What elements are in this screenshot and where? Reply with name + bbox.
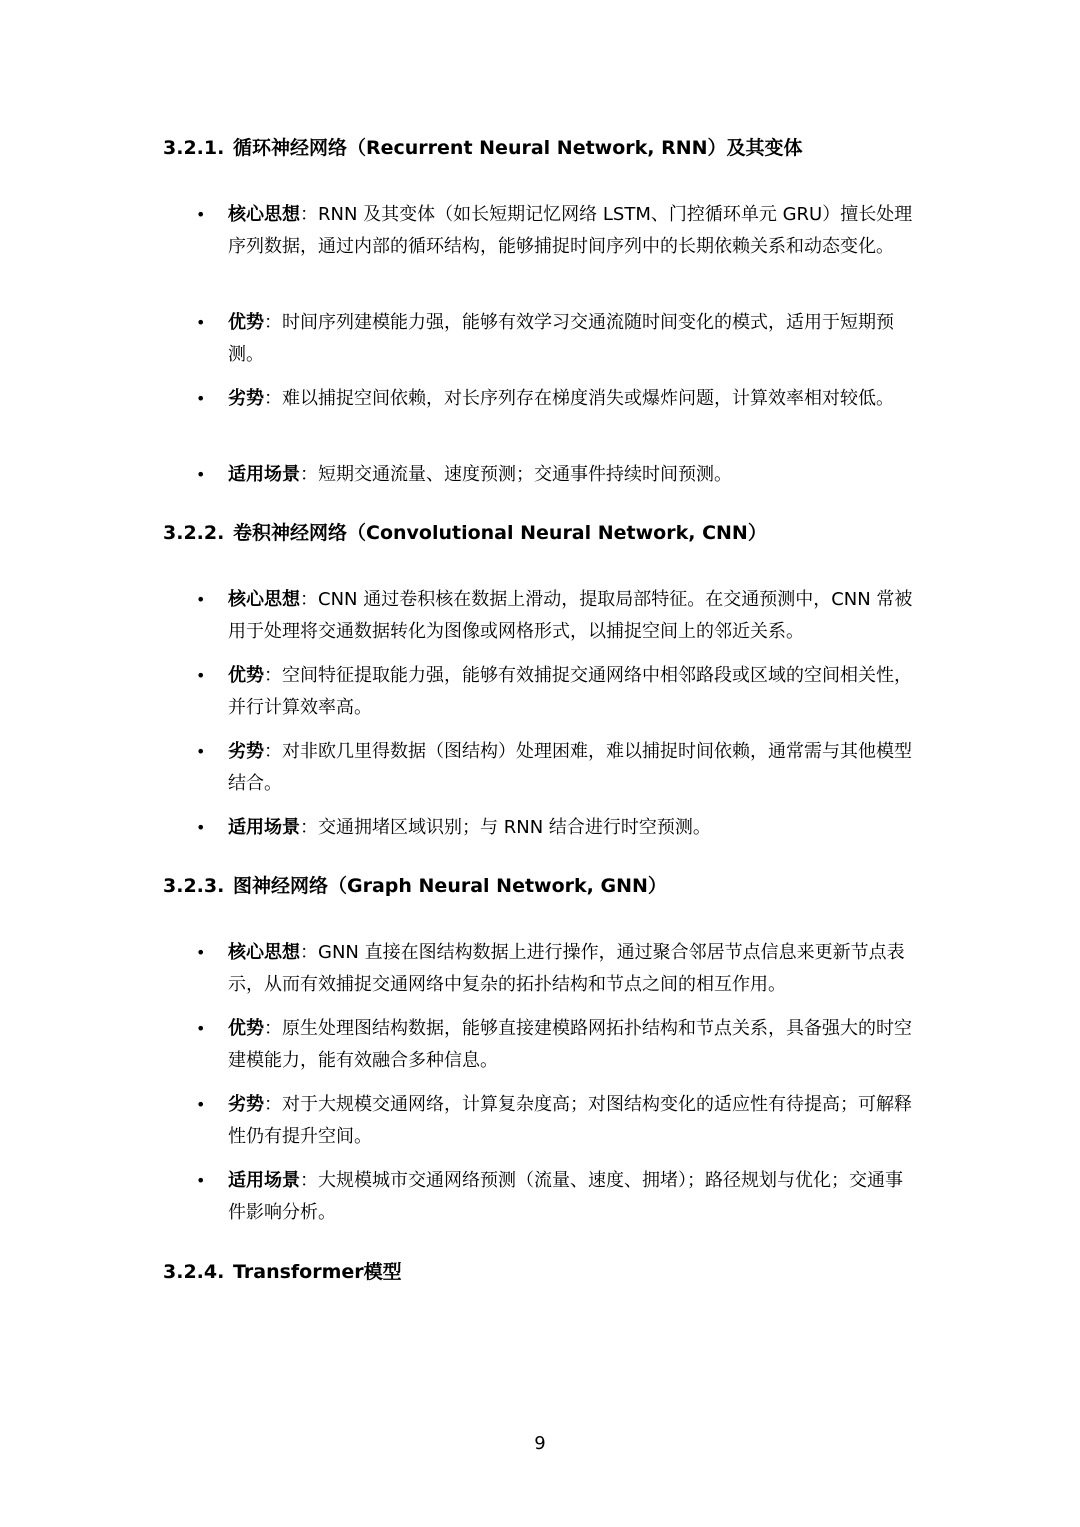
bullet-icon: • — [196, 666, 206, 685]
bullet-icon: • — [196, 205, 206, 224]
bullet-icon: • — [196, 943, 206, 962]
section-number: 3.2.1. — [163, 137, 225, 159]
list-item — [196, 459, 918, 491]
item-term: 核心思想 — [228, 204, 300, 225]
item-text: ：短期交通流量、速度预测；交通事件持续时间预测。 — [300, 464, 732, 485]
section-title: 图神经网络（Graph Neural Network, GNN） — [233, 875, 667, 897]
section-heading-3-2-1 — [163, 135, 803, 161]
list-item — [196, 937, 918, 1001]
bullet-icon: • — [196, 742, 206, 761]
list-item — [196, 307, 918, 371]
item-text: ：对非欧几里得数据（图结构）处理困难，难以捕捉时间依赖，通常需与其他模型结合。 — [228, 741, 912, 794]
item-term: 劣势 — [228, 1094, 264, 1115]
list-item — [196, 1165, 918, 1229]
item-text: ：时间序列建模能力强，能够有效学习交通流随时间变化的模式，适用于短期预测。 — [228, 312, 894, 365]
item-text: ：RNN 及其变体（如长短期记忆网络 LSTM、门控循环单元 GRU）擅长处理序列数据，通过内部的循环结构，能够捕捉时间序列中的长期依赖关系和动态变化。 — [228, 204, 913, 257]
bullet-icon: • — [196, 389, 206, 408]
page-number: 9 — [534, 1433, 546, 1454]
item-term: 核心思想 — [228, 589, 300, 610]
section-title: 卷积神经网络（Convolutional Neural Network, CNN） — [233, 522, 767, 544]
list-item — [196, 1089, 918, 1153]
item-text: ：对于大规模交通网络，计算复杂度高；对图结构变化的适应性有待提高；可解释性仍有提升空间。 — [228, 1094, 912, 1147]
section-heading-3-2-3 — [163, 873, 667, 899]
section-heading-3-2-2 — [163, 520, 767, 546]
item-term: 劣势 — [228, 388, 264, 409]
item-term: 核心思想 — [228, 942, 300, 963]
bullet-icon: • — [196, 1019, 206, 1038]
bullet-icon: • — [196, 465, 206, 484]
item-text: ：大规模城市交通网络预测（流量、速度、拥堵）；路径规划与优化；交通事件影响分析。 — [228, 1170, 903, 1223]
bullet-icon: • — [196, 1171, 206, 1190]
item-text: ：原生处理图结构数据，能够直接建模路网拓扑结构和节点关系，具备强大的时空建模能力，能有效融合多种信息。 — [228, 1018, 912, 1071]
list-item — [196, 1013, 918, 1077]
list-item — [196, 199, 918, 263]
item-term: 劣势 — [228, 741, 264, 762]
item-text: ：难以捕捉空间依赖，对长序列存在梯度消失或爆炸问题，计算效率相对较低。 — [264, 388, 894, 409]
item-term: 优势 — [228, 665, 264, 686]
section-number: 3.2.4. — [163, 1261, 225, 1283]
item-text: ：GNN 直接在图结构数据上进行操作，通过聚合邻居节点信息来更新节点表示，从而有效捕捉交通网络中复杂的拓扑结构和节点之间的相互作用。 — [228, 942, 905, 995]
item-text: ：空间特征提取能力强，能够有效捕捉交通网络中相邻路段或区域的空间相关性，并行计算效率高。 — [228, 665, 912, 718]
bullet-icon: • — [196, 313, 206, 332]
section-heading-3-2-4 — [163, 1259, 402, 1285]
bullet-icon: • — [196, 818, 206, 837]
list-item — [196, 584, 918, 648]
list-item — [196, 812, 918, 844]
item-text: ：交通拥堵区域识别；与 RNN 结合进行时空预测。 — [300, 817, 711, 838]
section-number: 3.2.2. — [163, 522, 225, 544]
list-item — [196, 660, 918, 724]
item-term: 优势 — [228, 1018, 264, 1039]
item-term: 优势 — [228, 312, 264, 333]
section-number: 3.2.3. — [163, 875, 225, 897]
item-term: 适用场景 — [228, 1170, 300, 1191]
list-item — [196, 736, 918, 800]
list-item — [196, 383, 918, 415]
item-term: 适用场景 — [228, 817, 300, 838]
section-title: 循环神经网络（Recurrent Neural Network, RNN）及其变体 — [233, 137, 803, 159]
section-title: Transformer模型 — [233, 1261, 402, 1283]
bullet-icon: • — [196, 1095, 206, 1114]
item-text: ：CNN 通过卷积核在数据上滑动，提取局部特征。在交通预测中，CNN 常被用于处理将交通数据转化为图像或网格形式，以捕捉空间上的邻近关系。 — [228, 589, 913, 642]
item-term: 适用场景 — [228, 464, 300, 485]
bullet-icon: • — [196, 590, 206, 609]
